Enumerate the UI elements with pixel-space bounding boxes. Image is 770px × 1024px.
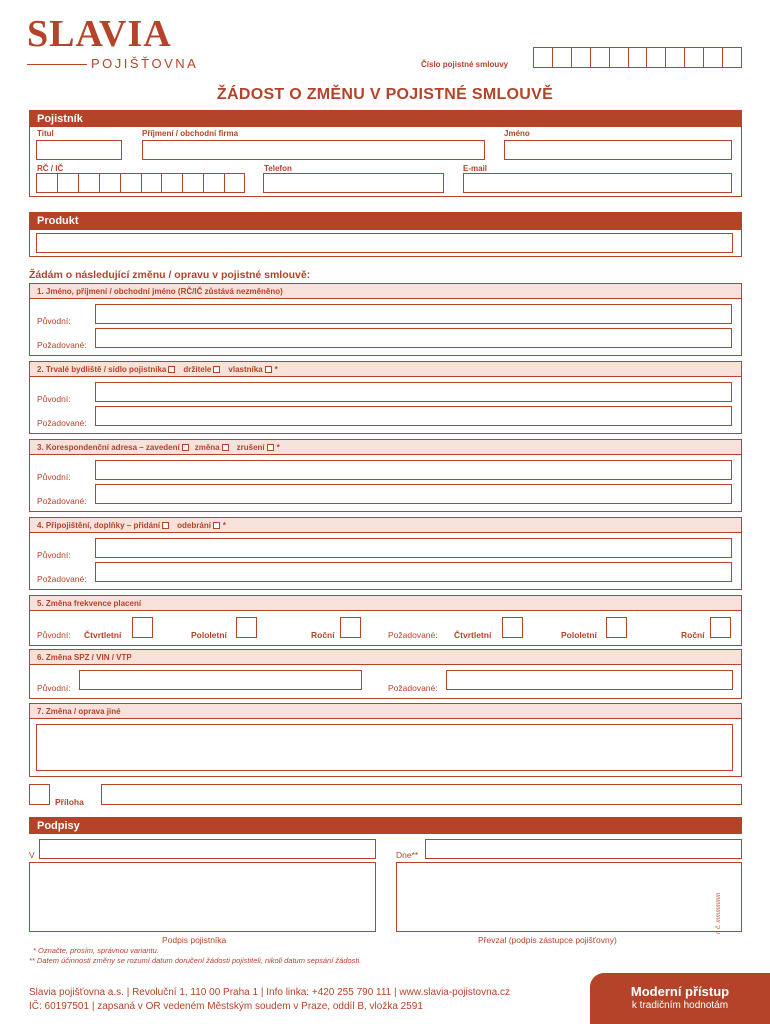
subsection-3 bbox=[29, 439, 742, 455]
s4-requested-label: Požadované: bbox=[37, 574, 87, 584]
s1-requested-input[interactable] bbox=[95, 328, 732, 348]
s6-original-label: Původní: bbox=[37, 683, 71, 693]
signature-pojistnik[interactable] bbox=[29, 862, 376, 932]
telefon-input[interactable] bbox=[263, 173, 444, 193]
slogan-badge bbox=[590, 973, 770, 1024]
subsection-3-title: 3. Korespondenční adresa – zavedení bbox=[37, 442, 180, 452]
subsection-5-title: 5. Změna frekvence placení bbox=[37, 598, 142, 608]
subsection-1 bbox=[29, 283, 742, 299]
s2-original-label: Původní: bbox=[37, 394, 71, 404]
label-telefon: Telefon bbox=[264, 164, 292, 173]
titul-input[interactable] bbox=[36, 140, 122, 160]
contract-number-label: Číslo pojistné smlouvy bbox=[421, 60, 509, 69]
contract-number-field[interactable] bbox=[533, 47, 742, 68]
label-jmeno: Jméno bbox=[504, 129, 530, 138]
logo-wordmark: SLAVIA bbox=[27, 13, 172, 55]
label-email: E-mail bbox=[463, 164, 488, 173]
s5-req-quarterly-checkbox[interactable] bbox=[502, 617, 523, 638]
s3-zavedeni-checkbox[interactable] bbox=[182, 444, 189, 451]
section-podpisy: Podpisy bbox=[29, 817, 742, 834]
request-heading: Žádám o následující změnu / opravu v pojistné smlouvě: bbox=[29, 269, 311, 281]
footer-line-1: Slavia pojišťovna a.s. | Revoluční 1, 110 00 Praha 1 | Info linka: +420 255 790 111 | www.slavia-pojistovna.cz bbox=[29, 987, 510, 998]
s2-original-input[interactable] bbox=[95, 382, 732, 402]
s4-odebrani-checkbox[interactable] bbox=[213, 522, 220, 529]
s3-star: * bbox=[276, 442, 280, 452]
s3-requested-label: Požadované: bbox=[37, 496, 87, 506]
s1-requested-label: Požadované: bbox=[37, 340, 87, 350]
s5-req-annual-label: Roční bbox=[681, 630, 705, 640]
s4-original-label: Původní: bbox=[37, 550, 71, 560]
s2-star: * bbox=[274, 364, 278, 374]
slogan-title: Moderní přístup bbox=[630, 984, 730, 999]
s4-original-input[interactable] bbox=[95, 538, 732, 558]
s5-orig-annual-checkbox[interactable] bbox=[340, 617, 361, 638]
s5-original-label: Původní: bbox=[37, 630, 71, 640]
note-1: * Označte, prosím, správnou variantu. bbox=[33, 946, 159, 955]
subsection-6-title: 6. Změna SPZ / VIN / VTP bbox=[37, 652, 132, 662]
s2-requested-input[interactable] bbox=[95, 406, 732, 426]
signature-zastupce[interactable] bbox=[396, 862, 742, 932]
subsection-2-title: 2. Trvalé bydliště / sídlo pojistníka bbox=[37, 364, 167, 374]
s6-requested-input[interactable] bbox=[446, 670, 733, 690]
v-label: V bbox=[29, 850, 35, 860]
date-input[interactable] bbox=[425, 839, 742, 859]
subsection-6 bbox=[29, 649, 742, 665]
s4-opt1: odebrání bbox=[177, 520, 211, 530]
s1-original-input[interactable] bbox=[95, 304, 732, 324]
produkt-input[interactable] bbox=[36, 233, 733, 253]
prijmeni-input[interactable] bbox=[142, 140, 485, 160]
dne-label: Dne** bbox=[396, 850, 419, 860]
page-title: ŽÁDOST O ZMĚNU V POJISTNÉ SMLOUVĚ bbox=[216, 86, 554, 103]
footer-line-2: IČ: 60197501 | zapsaná v OR vedeném Městským soudem v Praze, oddíl B, vložka 2591 bbox=[29, 1001, 423, 1012]
s3-original-input[interactable] bbox=[95, 460, 732, 480]
label-prijmeni: Příjmení / obchodní firma bbox=[142, 129, 239, 138]
s3-opt1: změna bbox=[194, 442, 220, 452]
s5-req-semiannual-checkbox[interactable] bbox=[606, 617, 627, 638]
priloha-checkbox[interactable] bbox=[29, 784, 50, 805]
label-rc: RČ / IČ bbox=[37, 164, 64, 173]
s3-requested-input[interactable] bbox=[95, 484, 732, 504]
s5-orig-quarterly-checkbox[interactable] bbox=[132, 617, 153, 638]
logo-subtitle: POJIŠŤOVNA bbox=[91, 56, 199, 71]
slogan-subtitle: k tradičním hodnotám bbox=[631, 1000, 729, 1011]
subsection-1-title: 1. Jméno, příjmení / obchodní jméno (RČ/IČ zůstává nezměněno) bbox=[37, 286, 283, 296]
logo-rule bbox=[27, 64, 87, 65]
label-titul: Titul bbox=[37, 129, 54, 138]
subsection-7 bbox=[29, 703, 742, 719]
s3-zruseni-checkbox[interactable] bbox=[267, 444, 274, 451]
section-produkt: Produkt bbox=[29, 212, 742, 230]
s2-opt2: vlastníka bbox=[228, 364, 263, 374]
priloha-label: Příloha bbox=[55, 797, 84, 807]
s6-requested-label: Požadované: bbox=[388, 683, 438, 693]
place-input[interactable] bbox=[39, 839, 376, 859]
s5-orig-annual-label: Roční bbox=[311, 630, 335, 640]
rc-input[interactable] bbox=[36, 173, 245, 193]
s5-orig-semiannual-checkbox[interactable] bbox=[236, 617, 257, 638]
subsection-2 bbox=[29, 361, 742, 377]
s6-original-input[interactable] bbox=[79, 670, 362, 690]
s2-drzitel-checkbox[interactable] bbox=[213, 366, 220, 373]
podpis-pojistnika-label: Podpis pojistníka bbox=[162, 935, 227, 945]
priloha-input[interactable] bbox=[101, 784, 742, 805]
s5-orig-semiannual-label: Pololetní bbox=[191, 630, 227, 640]
s4-requested-input[interactable] bbox=[95, 562, 732, 582]
subsection-7-title: 7. Změna / oprava jiné bbox=[37, 706, 121, 716]
s2-requested-label: Požadované: bbox=[37, 418, 87, 428]
s2-opt1: držitele bbox=[183, 364, 212, 374]
s3-original-label: Původní: bbox=[37, 472, 71, 482]
s5-req-semiannual-label: Pololetní bbox=[561, 630, 597, 640]
note-2: ** Datem účinnosti změny se rozumí datum doručení žádosti pojistiteli, nikoli datum sepsání žádosti. bbox=[29, 956, 362, 965]
s3-opt2: zrušení bbox=[236, 442, 265, 452]
email-input[interactable] bbox=[463, 173, 732, 193]
s3-zmena-checkbox[interactable] bbox=[222, 444, 229, 451]
s4-pridani-checkbox[interactable] bbox=[162, 522, 169, 529]
s7-other-input[interactable] bbox=[36, 724, 733, 771]
s5-req-quarterly-label: Čtvrtletní bbox=[454, 630, 492, 640]
s2-pojistnik-checkbox[interactable] bbox=[168, 366, 175, 373]
jmeno-input[interactable] bbox=[504, 140, 732, 160]
s5-orig-quarterly-label: Čtvrtletní bbox=[84, 630, 122, 640]
s4-star: * bbox=[222, 520, 227, 530]
logo bbox=[27, 13, 199, 74]
subsection-4-title: 4. Připojištění, doplňky – přidání bbox=[37, 520, 161, 530]
section-pojistnik: Pojistník bbox=[29, 110, 742, 127]
prevzal-label: Převzal (podpis zástupce pojišťovny) bbox=[478, 935, 617, 945]
s5-requested-label: Požadované: bbox=[388, 630, 438, 640]
subsection-5 bbox=[29, 595, 742, 611]
s2-vlastnik-checkbox[interactable] bbox=[265, 366, 272, 373]
s1-original-label: Původní: bbox=[37, 316, 71, 326]
side-code: r. č. mmmmmm bbox=[716, 892, 722, 934]
subsection-4 bbox=[29, 517, 742, 533]
s5-req-annual-checkbox[interactable] bbox=[710, 617, 731, 638]
